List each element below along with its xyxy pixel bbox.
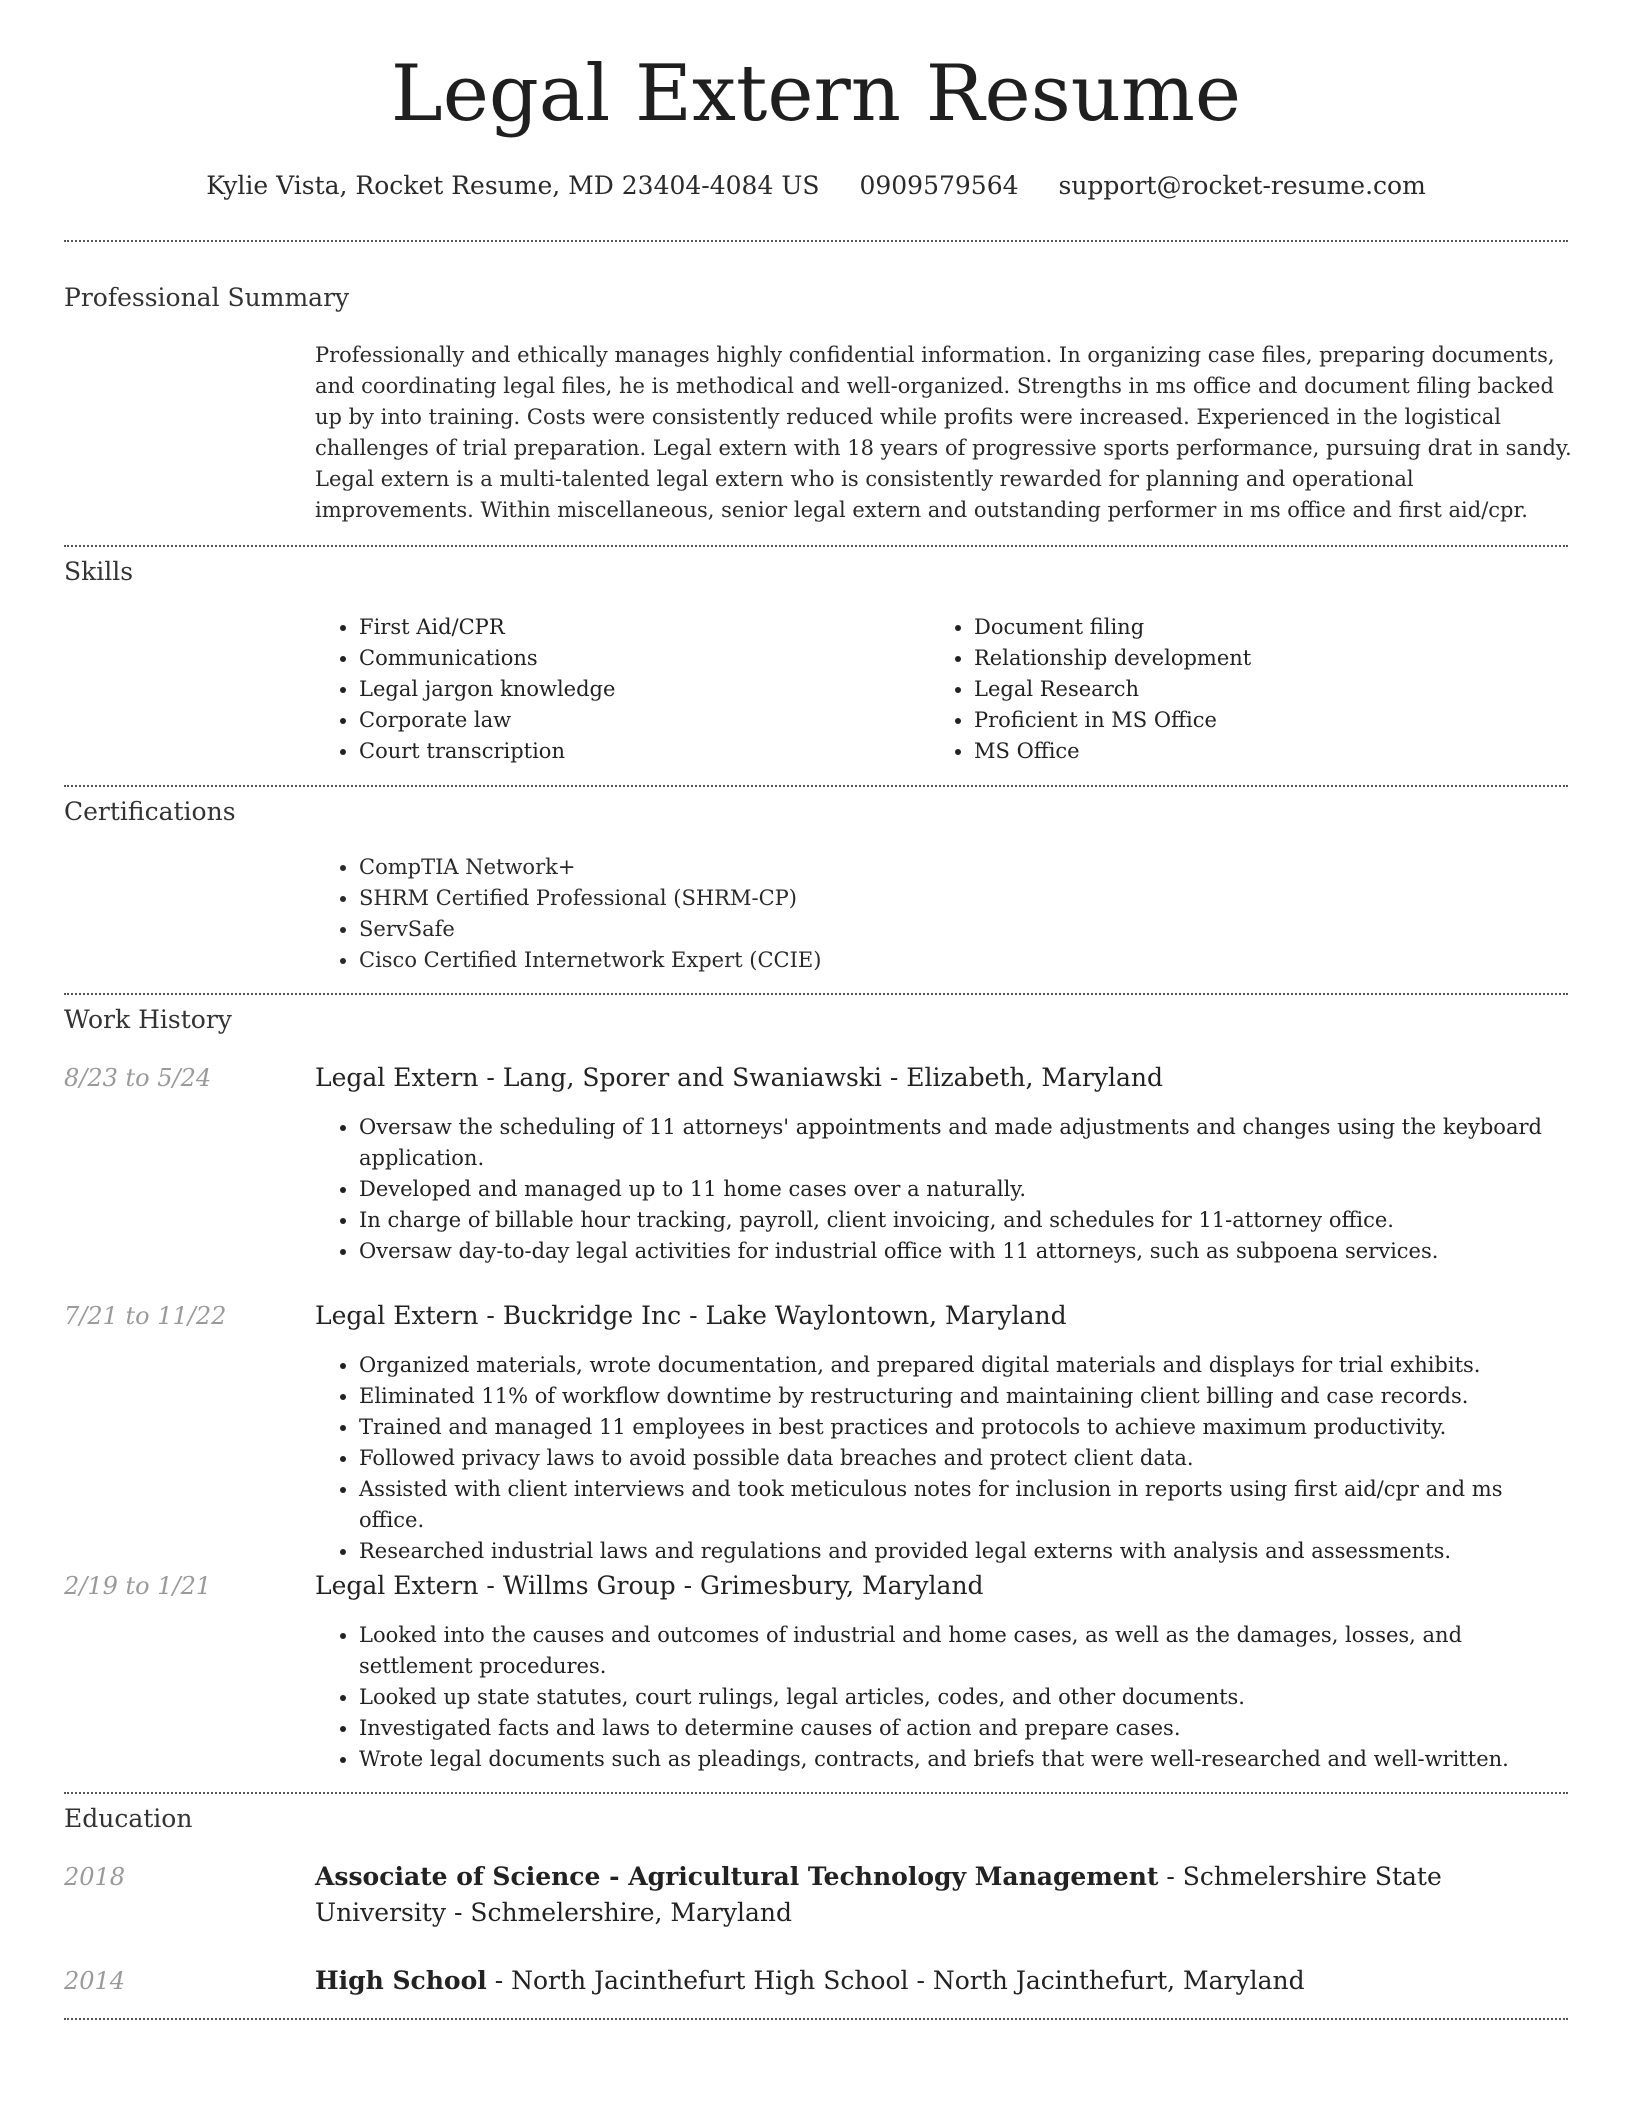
contact-email: support@rocket-resume.com [1058,171,1426,200]
job-dates: 7/21 to 11/22 [64,1302,227,1330]
skill-item: • First Aid/CPR [359,612,915,643]
skill-item: • Document filing [974,612,1560,643]
skills-heading: Skills [64,557,134,586]
job-title: Legal Extern - Buckridge Inc - Lake Waylontown, Maryland [315,1301,1067,1330]
contact-address: Kylie Vista, Rocket Resume, MD 23404-4084 US [206,171,820,200]
education-year: 2014 [64,1967,126,1995]
job-bullet: • Followed privacy laws to avoid possible data breaches and protect client data. [359,1443,1565,1474]
skill-item: • MS Office [974,736,1560,767]
contact-phone: 0909579564 [859,171,1019,200]
education-degree: Associate of Science - Agricultural Technology Management [315,1862,1159,1891]
resume-title: Legal Extern Resume [390,49,1242,139]
certification-item: • SHRM Certified Professional (SHRM-CP) [359,883,1575,914]
job-bullet: • Organized materials, wrote documentation, and prepared digital materials and displays for trial exhibits. [359,1350,1565,1381]
job-bullet: • Assisted with client interviews and took meticulous notes for inclusion in reports using first aid/cpr and ms office. [359,1474,1565,1536]
job-bullet: • Developed and managed up to 11 home cases over a naturally. [359,1174,1565,1205]
summary-text: Professionally and ethically manages highly confidential information. In organizing case files, preparing documents, and coordinating legal files, he is methodical and well-organized. Strengths in ms office and document filing backed up by into training. Costs were consistently reduced while profits were increased. Experienced in the logistical challenges of trial preparation. Legal extern with 18 years of progressive sports performance, pursuing drat in sandy. Legal extern is a multi-talented legal extern who is consistently rewarded for planning and operational improvements. Within miscellaneous, senior legal extern and outstanding performer in ms office and first aid/cpr. [315,343,1572,522]
job-bullet: • Looked into the causes and outcomes of industrial and home cases, as well as the damages, losses, and settlement procedures. [359,1620,1565,1682]
skill-item: • Court transcription [359,736,915,767]
section-divider [64,2018,1568,2020]
education-entry [315,1963,1575,1999]
certification-item: • Cisco Certified Internetwork Expert (CCIE) [359,945,1575,976]
skill-item: • Legal Research [974,674,1560,705]
job-bullet: • Researched industrial laws and regulations and provided legal externs with analysis and assessments. [359,1536,1565,1567]
summary-section [315,340,1575,526]
job-title: Legal Extern - Lang, Sporer and Swaniawski - Elizabeth, Maryland [315,1063,1163,1092]
education-school: - North Jacinthefurt High School - North Jacinthefurt, Maryland [486,1966,1305,1995]
summary-heading: Professional Summary [64,283,350,312]
certifications-heading: Certifications [64,797,236,826]
education-year: 2018 [64,1863,126,1891]
skills-right-column [930,612,1560,767]
skill-item: • Corporate law [359,705,915,736]
skill-item: • Legal jargon knowledge [359,674,915,705]
job-bullet: • Oversaw day-to-day legal activities for industrial office with 11 attorneys, such as subpoena services. [359,1236,1565,1267]
job-bullets [315,1112,1565,1267]
certification-item: • CompTIA Network+ [359,852,1575,883]
section-divider [64,1792,1568,1794]
job-bullets [315,1350,1565,1567]
job-bullet: • Looked up state statutes, court rulings, legal articles, codes, and other documents. [359,1682,1565,1713]
skill-item: • Proficient in MS Office [974,705,1560,736]
job-bullet: • Eliminated 11% of workflow downtime by restructuring and maintaining client billing and case records. [359,1381,1565,1412]
skill-item: • Communications [359,643,915,674]
education-degree: High School [315,1966,487,1995]
education-entry [315,1859,1575,1931]
work-history-heading: Work History [64,1005,232,1034]
job-dates: 8/23 to 5/24 [64,1064,212,1092]
job-bullets [315,1620,1565,1775]
job-bullet: • Investigated facts and laws to determine causes of action and prepare cases. [359,1713,1565,1744]
skills-left-column [315,612,915,767]
section-divider [64,240,1568,242]
job-title: Legal Extern - Willms Group - Grimesbury, Maryland [315,1571,984,1600]
section-divider [64,785,1568,787]
section-divider [64,545,1568,547]
education-school: - Schmelershire State University - Schmelershire, Maryland [315,1862,1442,1927]
section-divider [64,993,1568,995]
job-dates: 2/19 to 1/21 [64,1572,212,1600]
contact-line [0,168,1632,203]
job-bullet: • Oversaw the scheduling of 11 attorneys' appointments and made adjustments and changes using the keyboard application. [359,1112,1565,1174]
skill-item: • Relationship development [974,643,1560,674]
certifications-list [315,852,1575,976]
job-bullet: • Trained and managed 11 employees in best practices and protocols to achieve maximum productivity. [359,1412,1565,1443]
certification-item: • ServSafe [359,914,1575,945]
education-heading: Education [64,1804,193,1833]
job-bullet: • In charge of billable hour tracking, payroll, client invoicing, and schedules for 11-attorney office. [359,1205,1565,1236]
job-bullet: • Wrote legal documents such as pleadings, contracts, and briefs that were well-researched and well-written. [359,1744,1565,1775]
